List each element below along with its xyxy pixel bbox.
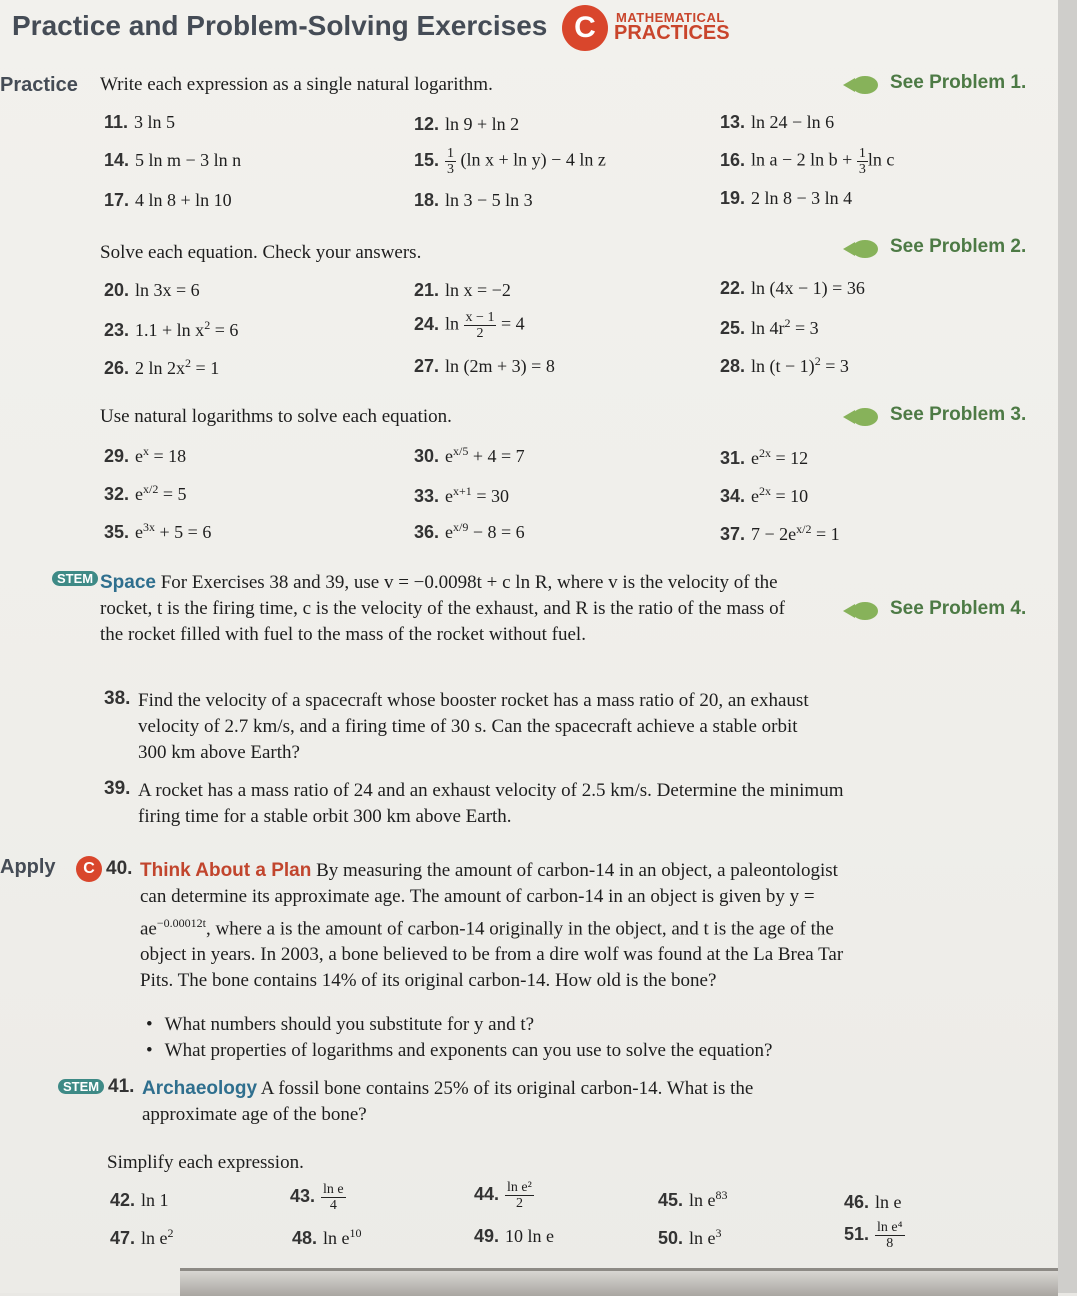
base: e xyxy=(751,448,760,468)
denominator: 8 xyxy=(886,1236,894,1251)
denominator: 2 xyxy=(515,1196,523,1211)
exercise-16 xyxy=(720,146,894,177)
bullet-2: • What properties of logarithms and exponents can you use to solve the equation? xyxy=(146,1040,773,1062)
expression: (ln x + ln y) − 4 ln z xyxy=(460,149,606,170)
expression: ln 1 xyxy=(141,1190,169,1210)
expression-tail: = 12 xyxy=(775,448,809,468)
expression-tail: = 30 xyxy=(476,486,509,506)
denominator: 3 xyxy=(447,162,455,177)
exercise-number: 45. xyxy=(658,1190,684,1210)
exercise-39-text: A rocket has a mass ratio of 24 and an exhaust velocity of 2.5 km/s. Determine the minimum firing time for a stable orbit 300 km above Earth. xyxy=(138,780,844,827)
exercise-number: 14. xyxy=(104,150,130,170)
expression: ln x = −2 xyxy=(445,280,511,300)
exercise-43 xyxy=(290,1182,346,1213)
expression: ln 3 − 5 ln 3 xyxy=(445,190,533,210)
expression-tail: + 4 = 7 xyxy=(472,446,525,466)
exercise-number-39: 39. xyxy=(104,778,131,799)
exercise-33 xyxy=(414,484,509,507)
see-problem-2: See Problem 2. xyxy=(890,236,1027,257)
exercise-number: 24. xyxy=(414,313,440,334)
exercise-13 xyxy=(720,112,834,133)
exercise-28 xyxy=(720,354,849,377)
denominator: 3 xyxy=(858,162,866,177)
instruction-3: Use natural logarithms to solve each equation. xyxy=(100,406,452,427)
expression: 2 ln 2x xyxy=(135,358,186,378)
base: e xyxy=(445,522,454,542)
see-problem-arrow-icon xyxy=(852,602,878,620)
expression-tail: = 3 xyxy=(795,318,819,338)
base: e xyxy=(445,486,454,506)
exponent: 3x xyxy=(143,520,156,534)
base: e xyxy=(135,522,144,542)
exercise-number: 17. xyxy=(104,190,130,210)
exercise-number: 32. xyxy=(104,484,130,504)
exercise-number: 16. xyxy=(720,149,746,170)
exercise-14 xyxy=(104,150,241,171)
base: e xyxy=(751,486,760,506)
topic-archaeology: Archaeology xyxy=(142,1078,258,1099)
fraction xyxy=(505,1180,534,1211)
exercise-36 xyxy=(414,520,525,543)
exercise-number: 20. xyxy=(104,280,130,300)
exercise-34 xyxy=(720,484,808,507)
exercise-number: 37. xyxy=(720,524,746,544)
exponent: 2x xyxy=(759,484,772,498)
denominator: 2 xyxy=(476,326,484,341)
exercise-20 xyxy=(104,280,200,301)
numerator: ln e xyxy=(323,1182,344,1197)
expression: ln 9 + ln 2 xyxy=(445,114,520,134)
expression-tail: = 6 xyxy=(214,320,239,340)
instruction-1: Write each expression as a single natural logarithm. xyxy=(100,74,493,95)
expression: ln 3x = 6 xyxy=(135,280,200,300)
exercise-19 xyxy=(720,188,852,209)
expression-tail: − 8 = 6 xyxy=(472,522,525,542)
exercise-number: 23. xyxy=(104,320,130,340)
exercise-number-38: 38. xyxy=(104,688,131,709)
space-intro-text: For Exercises 38 and 39, use v = −0.0098t + c ln R, where v is the velocity of the rocket, t is the firing time, c is the velocity of the exhaust, and R is the ratio of the mass of the rocket filled with fuel to the mass of the rocket without fuel. xyxy=(100,572,785,645)
exercise-41-body: A fossil bone contains 25% of its original carbon-14. What is the approximate age of the bone? xyxy=(142,1078,754,1125)
numerator: ln e² xyxy=(507,1180,532,1195)
exercise-number: 26. xyxy=(104,358,130,378)
exercise-49 xyxy=(474,1226,554,1247)
numerator: x − 1 xyxy=(465,310,495,325)
exercise-number: 21. xyxy=(414,280,440,300)
expression: 4 ln 8 + ln 10 xyxy=(135,190,232,210)
exercise-number: 13. xyxy=(720,112,746,132)
exercise-48 xyxy=(292,1226,362,1249)
mathematical-practice-c-icon: C xyxy=(76,856,102,882)
base: e xyxy=(135,484,144,504)
expression: 7 − 2e xyxy=(751,524,797,544)
exercise-number: 19. xyxy=(720,188,746,208)
expression: 3 ln 5 xyxy=(134,112,176,132)
exponent: 2 xyxy=(167,1226,174,1240)
see-problem-arrow-icon xyxy=(852,408,878,426)
instruction-2: Solve each equation. Check your answers. xyxy=(100,242,422,263)
expression: ln (4x − 1) = 36 xyxy=(751,278,865,298)
expression: ln 24 − ln 6 xyxy=(751,112,835,132)
fraction xyxy=(875,1220,904,1251)
expression-tail: = 10 xyxy=(775,486,809,506)
see-problem-1: See Problem 1. xyxy=(890,72,1027,93)
expression: ln xyxy=(445,313,460,334)
exercise-41-text xyxy=(142,1076,822,1128)
base: e xyxy=(135,446,144,466)
expression: ln (t − 1) xyxy=(751,356,815,376)
fraction xyxy=(321,1182,346,1213)
mp-label-line1: MATHEMATICAL xyxy=(616,10,725,25)
exponent: x xyxy=(143,444,150,458)
exercise-number: 12. xyxy=(414,114,440,134)
expression: 1.1 + ln x xyxy=(135,320,205,340)
exercise-number: 29. xyxy=(104,446,130,466)
exercise-number: 25. xyxy=(720,318,746,338)
exercise-number: 33. xyxy=(414,486,440,506)
exponent: 83 xyxy=(715,1188,728,1202)
exercise-18 xyxy=(414,190,533,211)
exponent: 2 xyxy=(814,354,821,368)
exercise-26 xyxy=(104,356,219,379)
exercise-24 xyxy=(414,310,525,341)
exercise-11 xyxy=(104,112,175,133)
page-bottom-band xyxy=(180,1268,1058,1296)
expression-tail: = 1 xyxy=(195,358,220,378)
exercise-number: 51. xyxy=(844,1223,870,1244)
fraction xyxy=(857,146,868,177)
exercise-25 xyxy=(720,316,819,339)
exercise-number: 27. xyxy=(414,356,440,376)
exercise-number: 43. xyxy=(290,1185,316,1206)
see-problem-arrow-icon xyxy=(852,240,878,258)
exercise-number-40: 40. xyxy=(106,858,133,879)
sidebar-label-practice: Practice xyxy=(0,74,78,96)
exercise-21 xyxy=(414,280,511,301)
exercise-29 xyxy=(104,444,186,467)
numerator: ln e⁴ xyxy=(877,1220,903,1235)
mathematical-practices-logo-icon: C xyxy=(562,5,608,51)
exercise-50 xyxy=(658,1226,722,1249)
exercise-number: 47. xyxy=(110,1228,136,1248)
base: e xyxy=(445,446,454,466)
expression: ln e xyxy=(875,1192,902,1212)
instruction-6: Simplify each expression. xyxy=(107,1152,304,1173)
exercise-number: 18. xyxy=(414,190,440,210)
expression: 2 ln 8 − 3 ln 4 xyxy=(751,188,853,208)
sidebar-label-apply: Apply xyxy=(0,856,56,878)
exponent: 2 xyxy=(185,356,192,370)
exponent: x/2 xyxy=(796,522,812,536)
stem-label: STEM xyxy=(58,1079,104,1094)
exercise-number: 15. xyxy=(414,149,440,170)
exercise-number: 30. xyxy=(414,446,440,466)
expression-tail: + 5 = 6 xyxy=(159,522,212,542)
exercise-47 xyxy=(110,1226,174,1249)
exercise-number: 48. xyxy=(292,1228,318,1248)
exercise-number: 42. xyxy=(110,1190,136,1210)
exponent: x/2 xyxy=(143,482,159,496)
exponent: 2 xyxy=(204,318,211,332)
expression: ln 4r xyxy=(751,318,785,338)
page-edge xyxy=(1058,0,1077,1293)
exercise-number: 46. xyxy=(844,1192,870,1212)
expression-tail: = 1 xyxy=(816,524,840,544)
see-problem-arrow-icon xyxy=(852,76,878,94)
see-problem-3: See Problem 3. xyxy=(890,404,1027,425)
stem-badge-archaeology xyxy=(58,1078,110,1096)
exponent: x/9 xyxy=(453,520,469,534)
page-title: Practice and Problem-Solving Exercises xyxy=(12,10,548,41)
expression: ln e xyxy=(689,1190,716,1210)
numerator: 1 xyxy=(447,146,455,161)
exercise-number: 44. xyxy=(474,1183,500,1204)
expression: ln e xyxy=(689,1228,716,1248)
exercise-12 xyxy=(414,114,519,135)
expression: ln (2m + 3) = 8 xyxy=(445,356,555,376)
exercise-44 xyxy=(474,1180,534,1211)
exercise-23 xyxy=(104,318,238,341)
exercise-number: 31. xyxy=(720,448,746,468)
exponent: 3 xyxy=(715,1226,722,1240)
exercise-number: 28. xyxy=(720,356,746,376)
expression-tail: = 4 xyxy=(500,313,525,334)
exponent: x/5 xyxy=(453,444,469,458)
fraction xyxy=(445,146,456,177)
exercise-17 xyxy=(104,190,232,211)
exercise-27 xyxy=(414,356,555,377)
think-about-a-plan-label: Think About a Plan xyxy=(140,860,312,881)
exercise-number: 35. xyxy=(104,522,130,542)
exercise-number: 11. xyxy=(104,112,129,132)
expression-tail: = 5 xyxy=(162,484,187,504)
exercise-32 xyxy=(104,482,187,505)
exponent: 10 xyxy=(349,1226,362,1240)
expression-tail: ln c xyxy=(867,149,895,170)
exercise-22 xyxy=(720,278,865,299)
expression: ln e xyxy=(323,1228,350,1248)
exercise-40-body-b: , where a is the amount of carbon-14 originally in the object, and t is the age of the object in years. In 2003, a bone believed to be from a dire wolf was found at the La Brea Tar Pits. The bone contains 14% of its original carbon-14. How old is the bone? xyxy=(140,918,844,992)
exercise-46 xyxy=(844,1192,902,1213)
topic-space: Space xyxy=(100,572,156,593)
exercise-number: 50. xyxy=(658,1228,684,1248)
expression: 5 ln m − 3 ln n xyxy=(135,150,242,170)
exercise-51 xyxy=(844,1220,905,1251)
see-problem-4: See Problem 4. xyxy=(890,598,1027,619)
expression: ln e xyxy=(141,1228,168,1248)
exercise-number-41: 41. xyxy=(108,1076,135,1097)
exercise-15 xyxy=(414,146,606,177)
expression-tail: = 3 xyxy=(825,356,849,376)
exercise-45 xyxy=(658,1188,728,1211)
expression: ln a − 2 ln b + xyxy=(751,149,853,170)
exercise-number: 49. xyxy=(474,1226,500,1246)
mp-label-line2: PRACTICES xyxy=(614,22,730,44)
denominator: 4 xyxy=(329,1198,337,1213)
exercise-number: 36. xyxy=(414,522,440,542)
exercise-40-text xyxy=(140,858,860,994)
exponent: x+1 xyxy=(453,484,472,498)
expression: 10 ln e xyxy=(505,1226,555,1246)
exponent: −0.00012t xyxy=(156,916,206,930)
fraction xyxy=(464,310,497,341)
exponent: 2x xyxy=(759,446,772,460)
exponent: 2 xyxy=(784,316,791,330)
stem-badge-space xyxy=(52,570,104,588)
exercise-38-text: Find the velocity of a spacecraft whose booster rocket has a mass ratio of 20, an exhaust velocity of 2.7 km/s, and a firing time of 30 s. Can the spacecraft achieve a stable orbit 300 km above Earth? xyxy=(138,690,809,763)
bullet-1: • What numbers should you substitute for y and t? xyxy=(146,1014,534,1036)
exercise-number: 34. xyxy=(720,486,746,506)
exercise-40-body-a: By measuring the amount of carbon-14 in an object, a paleontologist can determine its approximate age. The amount of carbon-14 in an object is given by y = ae xyxy=(140,860,838,940)
space-intro xyxy=(100,570,800,648)
exercise-37 xyxy=(720,522,840,545)
stem-label: STEM xyxy=(52,571,98,586)
expression-tail: = 18 xyxy=(153,446,187,466)
exercise-number: 22. xyxy=(720,278,746,298)
exercise-35 xyxy=(104,520,211,543)
numerator: 1 xyxy=(858,146,866,161)
exercise-31 xyxy=(720,446,808,469)
exercise-30 xyxy=(414,444,525,467)
exercise-42 xyxy=(110,1190,169,1211)
